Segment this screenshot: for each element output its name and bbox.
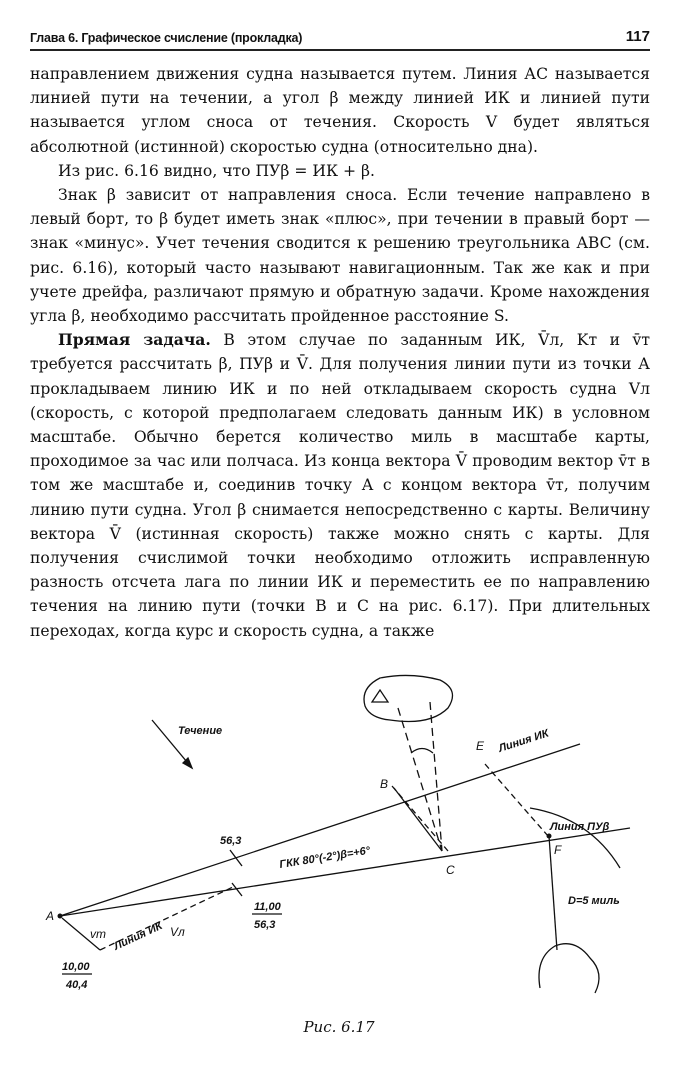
drift-line-e xyxy=(485,764,548,836)
point-b-label: B xyxy=(380,777,389,791)
point-e-label: E xyxy=(476,739,485,753)
paragraph-1: направлением движения судна называется путем. Линия АС называется линией пути на течении, а угол β между линией ИК и линией пути называется углом сноса от течения. Скорость V будет являться абсолютной (истинной) скоростью судна (относительно дна). xyxy=(30,65,650,156)
angle-arc xyxy=(411,749,433,754)
distance-arc xyxy=(530,808,620,868)
paragraph-2: Из рис. 6.16 видно, что ПУβ = ИК + β. xyxy=(58,161,375,180)
navigation-diagram xyxy=(30,668,650,1018)
time-1100-label: 11,00 xyxy=(254,901,281,913)
point-a-label: A xyxy=(46,909,55,923)
figure-caption: Рис. 6.17 xyxy=(303,1018,375,1036)
line-ik-label: Линия ИК xyxy=(497,727,551,755)
line-pu-label: Линия ПУβ xyxy=(550,821,610,833)
mark-563-label: 56,3 xyxy=(220,835,242,847)
log-404-label: 40,4 xyxy=(66,979,88,991)
vl-label: Vл xyxy=(170,925,185,939)
point-f-dot xyxy=(547,834,552,839)
paragraph-3: Знак β зависит от направления сноса. Если течение направлено в левый борт, то β будет иметь знак «плюс», при течении в правый борт — знак «минус». Учет течения сводится к решению треугольника ABC (см. рис. 6.16), который часто называют навигационным. Так же как и при учете дрейфа, различают прямую и обратную задачи. Кроме нахождения угла β, необходимо рассчитать пройденное расстояние S. xyxy=(30,186,650,326)
running-header xyxy=(30,28,650,51)
distance-label: D=5 миль xyxy=(568,895,620,907)
current-label: Течение xyxy=(178,725,223,737)
paragraph-4-heading: Прямая задача. xyxy=(58,330,211,350)
line-ik-lower-label: Линия ИК xyxy=(112,919,165,953)
log-563-label: 56,3 xyxy=(254,919,276,931)
time-1000-label: 10,00 xyxy=(62,961,90,973)
gkk-label: ГКК 80°(-2°)β=+6° xyxy=(278,844,372,871)
page-number: 117 xyxy=(625,28,650,45)
body-text xyxy=(30,62,650,643)
paragraph-4-text: В этом случае по заданным ИК, V̄л, Kт и v̄т требуется рассчитать β, ПУβ и V̄. Для получения линии пути из точки А прокладываем линию ИК и по ней откладываем скорость судна Vл (скорость, с которой предполагаем следовать данным ИК) в условном масштабе. Обычно берется количество миль в масштабе карты, проходимое за час или полчаса. Из конца вектора V̄ проводим вектор v̄т в том же масштабе и, соединив точку А с концом вектора v̄т, получим линию пути судна. Угол β снимается непосредственно с карты. Величину вектора V̄ (истинная скорость) также можно снять с карты. Для получения счислимой точки необходимо отложить исправленную разность отсчета лага по линии ИК и переместить ее по направлению течения на линию пути (точки В и С на рис. 6.17). При длительных переходах, когда курс и скорость судна, а также xyxy=(30,331,650,640)
vt-label: vт xyxy=(90,927,106,941)
point-f-label: F xyxy=(554,843,562,857)
chapter-title: Глава 6. Графическое счисление (прокладка) xyxy=(30,31,303,45)
bearing-line-2 xyxy=(430,702,442,851)
line-pu xyxy=(60,828,630,916)
point-a-dot xyxy=(58,914,63,919)
bearing-line-1 xyxy=(398,708,442,851)
landmark-bottom xyxy=(539,944,599,993)
landmark-top xyxy=(364,675,453,721)
line-ik xyxy=(60,744,580,916)
point-c-label: C xyxy=(446,863,455,877)
tick-563 xyxy=(230,850,242,866)
paragraph-4 xyxy=(30,328,650,643)
figure-6-17 xyxy=(30,668,650,1018)
landmark-triangle xyxy=(372,690,388,702)
